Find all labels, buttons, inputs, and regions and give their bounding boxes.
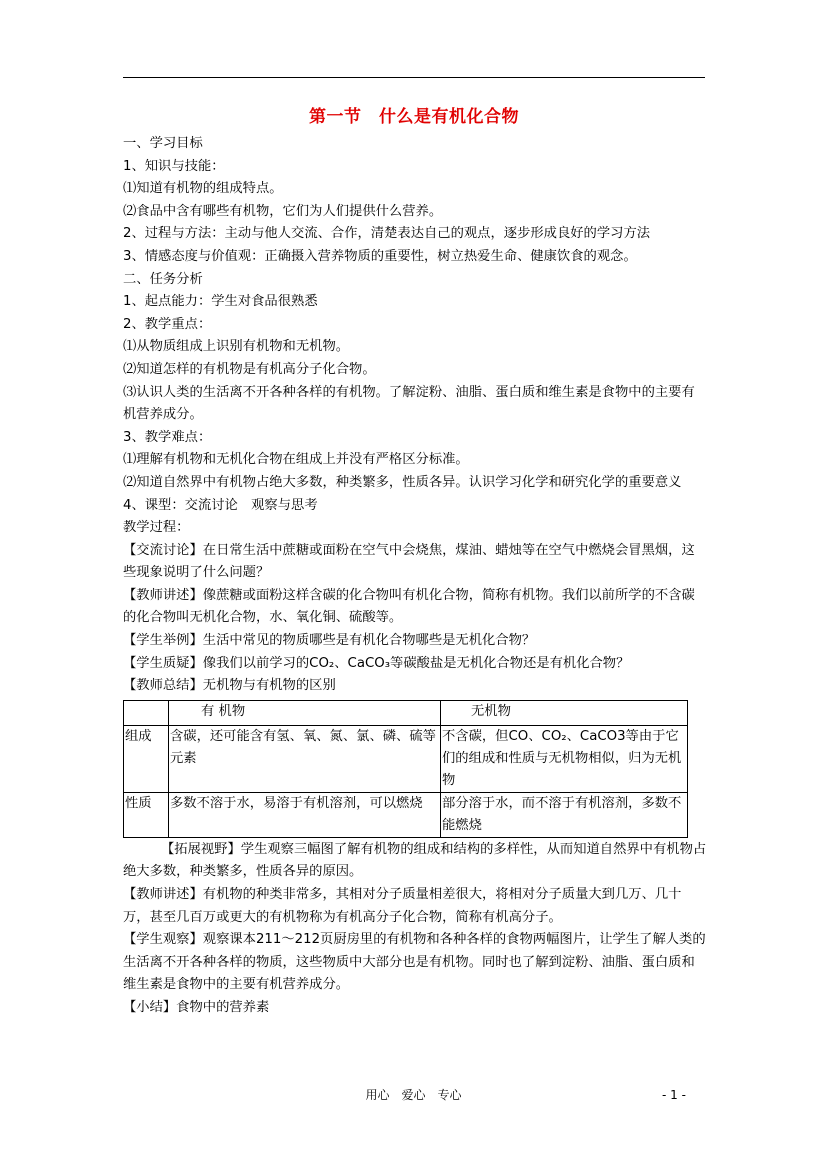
table-cell: 组成 bbox=[124, 725, 169, 792]
paragraph: 3、情感态度与价值观：正确摄入营养物质的重要性，树立热爱生命、健康饮食的观念。 bbox=[123, 248, 637, 264]
table-cell: 多数不溶于水，易溶于有机溶剂，可以燃烧 bbox=[169, 792, 441, 837]
paragraph: 【拓展视野】学生观察三幅图了解有机物的组成和结构的多样性，从而知道自然界中有机物占绝大多数，种类繁多，性质各异的原因。 bbox=[123, 841, 707, 880]
paragraph: 2、教学重点： bbox=[123, 316, 212, 332]
table-row bbox=[124, 792, 688, 837]
table-cell: 部分溶于水，而不溶于有机溶剂，多数不能燃烧 bbox=[441, 792, 688, 837]
footer-motto: 用心 爱心 专心 bbox=[365, 1088, 462, 1102]
page-number: - 1 - bbox=[662, 1088, 686, 1102]
table-header-cell: 无机物 bbox=[441, 700, 688, 725]
paragraph: ⑴知道有机物的组成特点。 bbox=[123, 181, 283, 197]
paragraph: 2、过程与方法：主动与他人交流、合作，清楚表达自己的观点，逐步形成良好的学习方法 bbox=[123, 226, 651, 242]
paragraph: 教学过程： bbox=[123, 520, 190, 536]
paragraph: 1、起点能力：学生对食品很熟悉 bbox=[123, 294, 318, 310]
paragraph: 【学生举例】生活中常见的物质哪些是有机化合物哪些是无机化合物？ bbox=[123, 633, 536, 649]
paragraph: ⑵知道自然界中有机物占绝大多数，种类繁多，性质各异。认识学习化学和研究化学的重要意义 bbox=[123, 474, 682, 490]
section-after-table bbox=[123, 839, 708, 1020]
paragraph: 二、任务分析 bbox=[123, 271, 203, 287]
table-cell: 性质 bbox=[124, 792, 169, 837]
page-title: 第一节 什么是有机化合物 bbox=[309, 107, 519, 127]
table-cell: 不含碳，但CO、CO₂、CaCO3等由于它们的组成和性质与无机物相似，归为无机物 bbox=[441, 725, 688, 792]
document-body bbox=[123, 133, 708, 1020]
paragraph: 【教师讲述】有机物的种类非常多，其相对分子质量相差很大，将相对分子质量大到几万、几十万，甚至几百万或更大的有机物称为有机高分子化合物，简称有机高分子。 bbox=[123, 887, 682, 925]
paragraph: 3、教学难点： bbox=[123, 429, 212, 445]
paragraph: 一、学习目标 bbox=[123, 136, 203, 151]
paragraph: ⑴理解有机物和无机化合物在组成上并没有严格区分标准。 bbox=[123, 452, 469, 468]
paragraph: 4、课型：交流讨论 观察与思考 bbox=[123, 497, 318, 513]
paragraph: 【教师总结】无机物与有机物的区别 bbox=[123, 678, 336, 694]
header-rule bbox=[123, 77, 705, 78]
table-row bbox=[124, 725, 688, 792]
paragraph: ⑶认识人类的生活离不开各种各样的有机物。了解淀粉、油脂、蛋白质和维生素是食物中的主要有机营养成分。 bbox=[123, 384, 695, 423]
table-header-cell: 有 机物 bbox=[169, 700, 441, 725]
table-header-row bbox=[124, 700, 688, 725]
paragraph: 【学生质疑】像我们以前学习的CO₂、CaCO₃等碳酸盐是无机化合物还是有机化合物？ bbox=[123, 655, 630, 671]
paragraph: ⑵知道怎样的有机物是有机高分子化合物。 bbox=[123, 361, 376, 377]
paragraph: 【学生观察】观察课本211～212页厨房里的有机物和各种各样的食物两幅图片，让学生了解人类的生活离不开各种各样的物质，这些物质中大部分也是有机物。同时也了解到淀粉、油脂、蛋白质和维生素是食物中的主要有机营养成分。 bbox=[123, 932, 706, 993]
paragraph: 【小结】食物中的营养素 bbox=[123, 1000, 270, 1015]
section-before-table bbox=[123, 133, 708, 698]
paragraph: 1、知识与技能： bbox=[123, 158, 225, 174]
table-header-cell bbox=[124, 700, 169, 725]
comparison-table bbox=[123, 700, 688, 838]
paragraph: 【交流讨论】在日常生活中蔗糖或面粉在空气中会烧焦，煤油、蜡烛等在空气中燃烧会冒黑烟，这些现象说明了什么问题？ bbox=[123, 542, 695, 581]
table-cell: 含碳，还可能含有氢、氧、氮、氯、磷、硫等元素 bbox=[169, 725, 441, 792]
paragraph: ⑴从物质组成上识别有机物和无机物。 bbox=[123, 339, 350, 355]
paragraph: 【教师讲述】像蔗糖或面粉这样含碳的化合物叫有机化合物，简称有机物。我们以前所学的不含碳的化合物叫无机化合物，水、氧化铜、硫酸等。 bbox=[123, 587, 695, 626]
paragraph: ⑵食品中含有哪些有机物，它们为人们提供什么营养。 bbox=[123, 203, 443, 219]
